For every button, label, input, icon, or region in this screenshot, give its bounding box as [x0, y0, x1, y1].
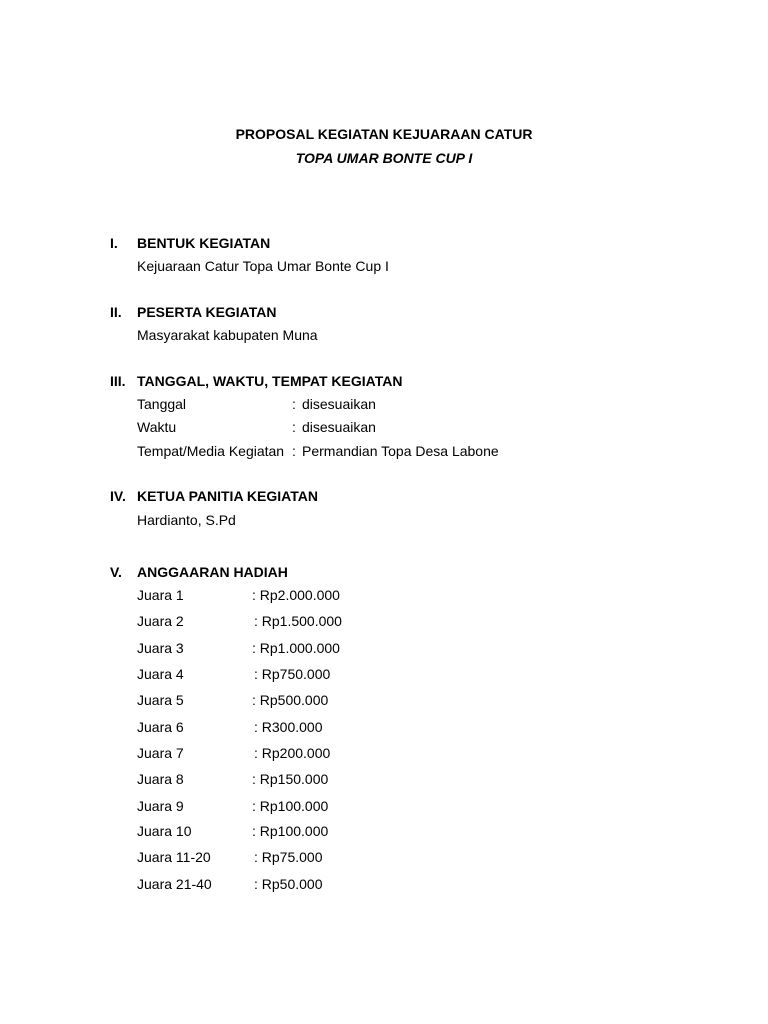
prize-label: Juara 6 [137, 719, 184, 735]
prize-label: Juara 5 [137, 692, 184, 708]
prize-label: Juara 7 [137, 745, 184, 761]
prize-value: : Rp150.000 [252, 771, 329, 787]
schedule-separator: : [292, 419, 296, 435]
schedule-value: disesuaikan [302, 419, 376, 435]
schedule-value: disesuaikan [302, 396, 376, 412]
prize-value: : Rp2.000.000 [252, 587, 340, 603]
prize-value: : Rp1.000.000 [252, 640, 340, 656]
section-text: Hardianto, S.Pd [137, 512, 236, 528]
prize-value: : Rp1.500.000 [254, 613, 342, 629]
prize-label: Juara 10 [137, 823, 192, 839]
section-number: V. [110, 564, 122, 580]
prize-value: : R300.000 [254, 719, 323, 735]
section-number: II. [110, 304, 122, 320]
prize-value: : Rp50.000 [254, 876, 323, 892]
prize-value: : Rp100.000 [252, 798, 329, 814]
prize-label: Juara 9 [137, 798, 184, 814]
prize-value: : Rp750.000 [254, 666, 331, 682]
section-text: Kejuaraan Catur Topa Umar Bonte Cup I [137, 258, 389, 274]
section-text: Masyarakat kabupaten Muna [137, 327, 318, 343]
document-subtitle: TOPA UMAR BONTE CUP I [295, 150, 473, 166]
prize-value: : Rp200.000 [254, 745, 331, 761]
section-number: III. [110, 373, 126, 389]
section-heading: PESERTA KEGIATAN [137, 304, 277, 320]
prize-label: Juara 1 [137, 587, 184, 603]
schedule-label: Tempat/Media Kegiatan [137, 443, 285, 459]
document-title: PROPOSAL KEGIATAN KEJUARAAN CATUR [235, 126, 533, 142]
section-heading: KETUA PANITIA KEGIATAN [137, 488, 318, 504]
prize-value: : Rp500.000 [252, 692, 329, 708]
prize-label: Juara 3 [137, 640, 184, 656]
schedule-separator: : [292, 443, 296, 459]
prize-value: : Rp75.000 [254, 849, 323, 865]
schedule-value: Permandian Topa Desa Labone [302, 443, 499, 459]
section-heading: BENTUK KEGIATAN [137, 235, 271, 251]
prize-label: Juara 21-40 [137, 876, 212, 892]
prize-label: Juara 8 [137, 771, 184, 787]
prize-value: : Rp100.000 [252, 823, 329, 839]
section-number: I. [110, 235, 118, 251]
section-number: IV. [110, 488, 126, 504]
section-heading: TANGGAL, WAKTU, TEMPAT KEGIATAN [137, 373, 403, 389]
prize-label: Juara 2 [137, 613, 184, 629]
schedule-label: Waktu [137, 419, 177, 435]
section-heading: ANGGAARAN HADIAH [137, 564, 288, 580]
prize-label: Juara 11-20 [137, 849, 211, 865]
schedule-separator: : [292, 396, 296, 412]
prize-label: Juara 4 [137, 666, 184, 682]
schedule-label: Tanggal [137, 396, 187, 412]
